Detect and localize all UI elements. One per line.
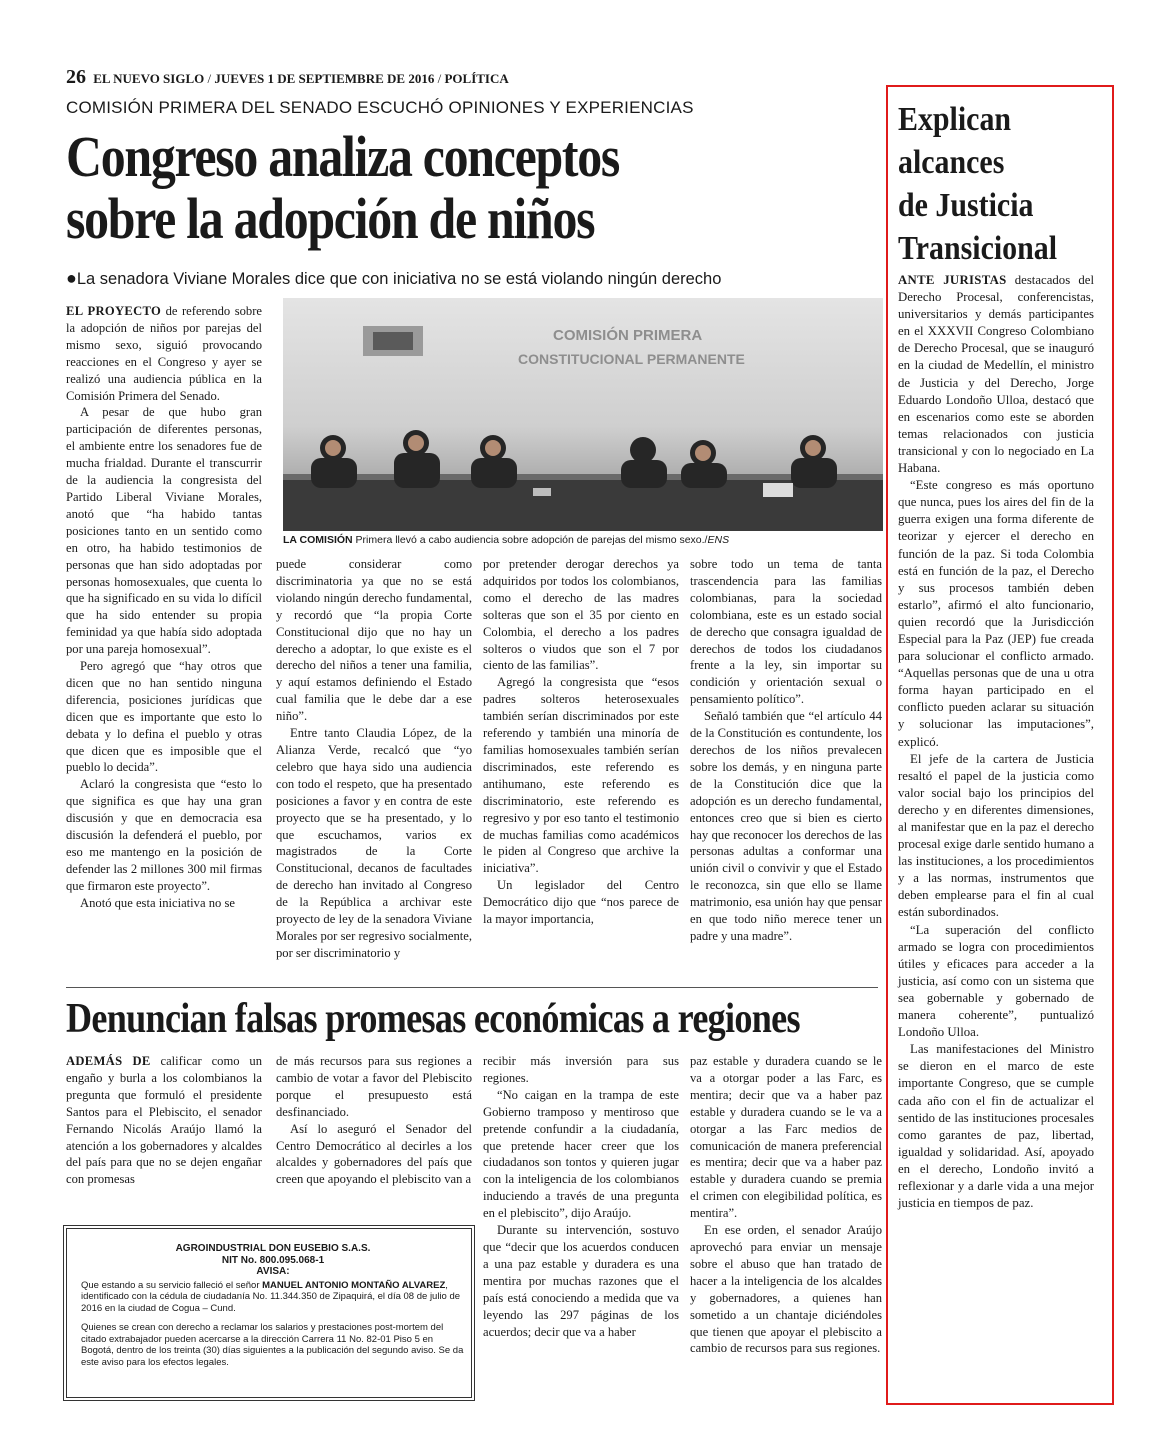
photo-banner-line2: CONSTITUCIONAL PERMANENTE xyxy=(518,351,745,367)
story2-column-2 xyxy=(276,1053,472,1219)
sidebar-headline-line3: de Justicia xyxy=(898,187,1034,224)
legal-notice-box xyxy=(66,1228,472,1398)
notice-body-2: Quienes se crean con derecho a reclamar los salarios y prestaciones post-mortem del citado extrabajador pueden acercarse a la dirección Carrera 11 No. 82-01 Piso 5 en Bogotá, dentro de los treinta (30) días siguientes a la publicación del segundo aviso. Se da este aviso para los efectos legales. xyxy=(81,1322,464,1368)
story2-headline: Denuncian falsas promesas económicas a regiones xyxy=(66,996,800,1042)
sidebar-lead-in: ANTE JURISTAS xyxy=(898,273,1007,287)
bullet-icon: ● xyxy=(66,268,77,288)
story1-col3-p2: Agregó la congresista que “esos padres solteros heterosexuales también serían discriminados por este referendo y también una minoría de familias homosexuales también serían discriminados, este referendo es antihumano, este referendo es discriminatorio, este referendo es regresivo y por eso tanto el testimonio de muchas familias como académicos le piden al Congreso que archive la iniciativa”. xyxy=(483,675,679,876)
story1-kicker: COMISIÓN PRIMERA DEL SENADO ESCUCHÓ OPINIONES Y EXPERIENCIAS xyxy=(66,98,694,117)
paper-name: EL NUEVO SIGLO xyxy=(93,71,205,86)
caption-text: Primera llevó a cabo audiencia sobre adopción de parejas del mismo sexo./ xyxy=(352,534,708,546)
story1-headline xyxy=(66,126,754,250)
story2-column-1 xyxy=(66,1053,262,1219)
section-name: POLÍTICA xyxy=(444,71,509,86)
photo-banner-line1: COMISIÓN PRIMERA xyxy=(553,327,703,344)
photo-caption xyxy=(283,534,883,546)
story1-headline-line1: Congreso analiza conceptos xyxy=(66,124,619,189)
story1-col1-p3: Pero agregó que “hay otros que dicen que no han sentido ninguna diferencia, posiciones jurídicas que dicen que es importante que esto lo debata y lo defina el pueblo y otras que dicen que es imposible que el pueblo lo decida”. xyxy=(66,659,262,775)
story1-col1-p1: de referendo sobre la adopción de niños por parejas del mismo sexo, siguió provocando reacciones en el Congreso y ayer se realizó una audiencia pública en la Comisión Primera del Senado. xyxy=(66,304,262,403)
story1-column-1 xyxy=(66,303,262,975)
story1-col1-p2: A pesar de que hubo gran participación de diferentes personas, el ambiente entre los senadores fue de mucha frialdad. Durante el transcurrir de la audiencia la congresista del Partido Liberal Viviane Morales, anotó que “ha habido tantas posiciones tanto en un sentido como en otro, ha habido testimonios de personas que han sido adoptadas por personas homosexuales, que cuenta lo que ha significado en su vida lo difícil que ha sido entender su propia feminidad ya que había sido adoptada por una pareja homosexual”. xyxy=(66,405,262,657)
story2-col1-p1: calificar como un engaño y burla a los colombianos la pregunta que formuló el presidente Santos para el Plebiscito, el senador Fernando Nicolás Araújo llamó la atención a los gobernadores y alcaldes del país para que no se dejen engañar con promesas xyxy=(66,1054,262,1187)
sidebar-p4: “La superación del conflicto armado se logra con procedimientos útiles y eficaces para acceder a la justicia, así como con un sistema que sea gobernable y gobernado de manera coherente”, puntualizó Londoño Ulloa. xyxy=(898,922,1094,1040)
commission-photo xyxy=(283,298,883,531)
story1-col4-p1: sobre todo un tema de tanta trascendencia para las familias colombianas, para la sociedad colombiana, este es un estado social de derecho que consagra igualdad de derechos de todos los ciudadanos frente a la ley, sin importar su condición y orientación sexual o pensamiento político”. xyxy=(690,557,882,707)
story1-lead-in: EL PROYECTO xyxy=(66,304,162,318)
story2-lead-in: ADEMÁS DE xyxy=(66,1054,151,1068)
story2-col2-p1: de más recursos para sus regiones a cambio de votar a favor del Plebiscito porque el presupuesto está desfinanciado. xyxy=(276,1054,472,1119)
notice-body-1-pre: Que estando a su servicio falleció el señor xyxy=(81,1279,263,1291)
story1-col2-p1: puede considerar como discriminatoria ya que no se está violando ningún derecho fundamental, y recordó que “la propia Corte Constitucional dijo que no hay un derecho a adoptar, lo que existe es el derecho del niños a tener una familia, y aquí estamos definiendo el Estado cual familia que le debe dar a ese niño”. xyxy=(276,557,472,724)
story1-subhead xyxy=(66,268,866,289)
notice-body-1-post: , identificado con la cédula de ciudadanía No. 11.344.350 de Zipaquirá, el día 08 de julio de 2016 en la ciudad de Cogua – Cund. xyxy=(81,1279,461,1314)
story1-column-3 xyxy=(483,556,679,976)
story2-col3-p3: Durante su intervención, sostuvo que “decir que los acuerdos conducen a una paz estable y duradera es una mentira por muchas razones que el país está conociendo a medida que va leyendo las 297 páginas de los acuerdos; decir que va a haber xyxy=(483,1223,679,1339)
story2-col3-p2: “No caigan en la trampa de este Gobierno tramposo y mentiroso que pretende confundir a la ciudadanía, que pretende hacer creer que los ciudadanos son tontos y quieren jugar con la inteligencia de los colombianos induciendo a través de una pregunta en el plebiscito”, dijo Araújo. xyxy=(483,1087,679,1221)
story1-col3-p3: Un legislador del Centro Democrático dijo que “nos parece de la mayor importancia, xyxy=(483,878,679,927)
story1-headline-line2: sobre la adopción de niños xyxy=(66,186,595,251)
page-folio: 26 EL NUEVO SIGLO / JUEVES 1 DE SEPTIEMBRE DE 2016 / POLÍTICA xyxy=(66,66,509,88)
story1-col3-p1: por pretender derogar derechos ya adquiridos por todos los colombianos, como el derecho de las madres solteras que son el 35 por ciento en Colombia, el derecho a los padres solteros o viudos que son el 7 por ciento de las familias”. xyxy=(483,557,679,673)
story2-column-3 xyxy=(483,1053,679,1398)
sidebar-p3: El jefe de la cartera de Justicia resaltó el papel de la justicia como valor social bajo los principios del derecho y en diferentes dimensiones, al manifestar que en la paz el derecho procesal exige darle sentido humano a las instituciones, a los procedimientos y a las normas, instrumentos que deben emplearse para el fin al cual están subordinados. xyxy=(898,751,1094,920)
story2-col2-p2: Así lo aseguró el Senador del Centro Democrático al decirles a los alcaldes y gobernadores del país que creen que apoyando el plebiscito van a xyxy=(276,1121,472,1187)
story1-col2-p2: Entre tanto Claudia López, de la Alianza Verde, recalcó que “yo celebro que haya sido una audiencia con todo el respeto, que ha presentado posiciones a favor y en contra de este proyecto que se ha presentado, y lo que escuchamos, varios ex magistrados de la Corte Constitucional, decanos de facultades de derecho han invitado al Congreso de la República a archivar este proyecto de ley de la senadora Viviane Morales por ser regresivo socialmente, por ser discriminatorio y xyxy=(276,726,472,960)
caption-lead: LA COMISIÓN xyxy=(283,534,353,546)
notice-company: AGROINDUSTRIAL DON EUSEBIO S.A.S. xyxy=(175,1243,371,1254)
notice-deceased-name: MANUEL ANTONIO MONTAÑO ALVAREZ xyxy=(262,1279,446,1291)
story1-subhead-text: La senadora Viviane Morales dice que con iniciativa no se está violando ningún derecho xyxy=(76,270,722,288)
page-number: 26 xyxy=(66,66,86,88)
section-divider xyxy=(66,987,878,988)
story2-col4-p2: En ese orden, el senador Araújo aprovechó para enviar un mensaje sobre el abuso que han tratado de hacer a la inteligencia de los alcaldes y gobernadores, a quienes han sometido a un chantaje diciéndoles que tienen que apoyar el plebiscito a cambio de recursos para sus regiones. xyxy=(690,1223,882,1356)
sidebar-body xyxy=(898,272,1094,1212)
sidebar-p5: Las manifestaciones del Ministro se dieron en el marco de este importante Congreso, que se cumple cada año con el fin de actualizar el sentido de las instituciones procesales como garantes de paz, libertad, igualdad y solidaridad. Así, apoyado en el derecho, Londoño invitó a reflexionar y a darle vida a una mejor justicia en tiempos de paz. xyxy=(898,1042,1094,1211)
story1-column-2 xyxy=(276,556,472,976)
caption-credit: ENS xyxy=(707,534,730,546)
commission-photo-image xyxy=(283,298,883,531)
notice-nit: NIT No. 800.095.068-1 xyxy=(221,1254,325,1266)
story1-col4-p2: Señaló también que “el artículo 44 de la Constitución es contundente, los derechos de los niños prevalecen sobre los demás, y en ninguna parte de la Constitución dice que la adopción es un derecho fundamental, entonces creo que si bien es cierto hay que reconocer los derechos de las personas adultas a conformar una unión civil o convivir y que el Estado le reconozca, sin que ello se llame matrimonio, esa unión hay que pensar en que todo niño merece tener un padre y una madre”. xyxy=(690,709,882,943)
sidebar-headline-line1: Explican xyxy=(898,101,1012,138)
sidebar-p1: destacados del Derecho Procesal, conferencistas, universitarios y demás participantes en el XXXVII Congreso Colombiano de Derecho Procesal, que se inauguró en la ciudad de Medellín, el ministro de Justicia y del Derecho, Jorge Eduardo Londoño Ulloa, destacó que en escenarios como este se aborden temas relacionados con justicia transicional y con lo negociado en La Habana. xyxy=(898,273,1094,476)
notice-body-1 xyxy=(81,1280,465,1315)
story2-col4-p1: paz estable y duradera cuando se le va a otorgar poder a las Farc, es mentira; decir que va a haber paz estable y duradera cuando se le va a otorgar a las Farc medios de comunicación de manera preferencial es mentira; decir que va a haber paz estable y duradera cuando se premia el crimen con elegibilidad política, es mentira”. xyxy=(690,1054,882,1221)
story1-column-4 xyxy=(690,556,882,976)
sidebar-headline xyxy=(898,98,1083,270)
sidebar-headline-line4: Transicional xyxy=(898,230,1058,267)
sidebar-p2: “Este congreso es más oportuno que nunca, pues los aires del fin de la guerra exigen una forma diferente de teorizar y ejercer el derecho en función de la paz. Si toda Colombia está en función de la paz, el Derecho y sus procesos también deben estarlo”, afirmó el alto funcionario, quien recordó que la Jurisdicción Especial para la Paz (JEP) fue creada para solucionar el conflicto armado. “Aquellas personas que de una u otra forma hayan participado en el conflicto pueden aclarar su situación y solucionar las imputaciones”, explicó. xyxy=(898,478,1094,749)
notice-title: AVISA: xyxy=(256,1266,290,1277)
sidebar-headline-line2: alcances xyxy=(898,144,1005,181)
story1-col1-p4: Aclaró la congresista que “esto lo que significa es que hay una gran discusión y que en democracia esa discusión la defenderá el pueblo, por eso me mantengo en la posición de defender las 2 millones 300 mil firmas que firmaron este proyecto”. xyxy=(66,777,262,893)
issue-date: JUEVES 1 DE SEPTIEMBRE DE 2016 xyxy=(214,71,435,86)
story2-column-4 xyxy=(690,1053,882,1398)
story2-col3-p1: recibir más inversión para sus regiones. xyxy=(483,1054,679,1085)
story1-col1-p5: Anotó que esta iniciativa no se xyxy=(80,895,235,910)
